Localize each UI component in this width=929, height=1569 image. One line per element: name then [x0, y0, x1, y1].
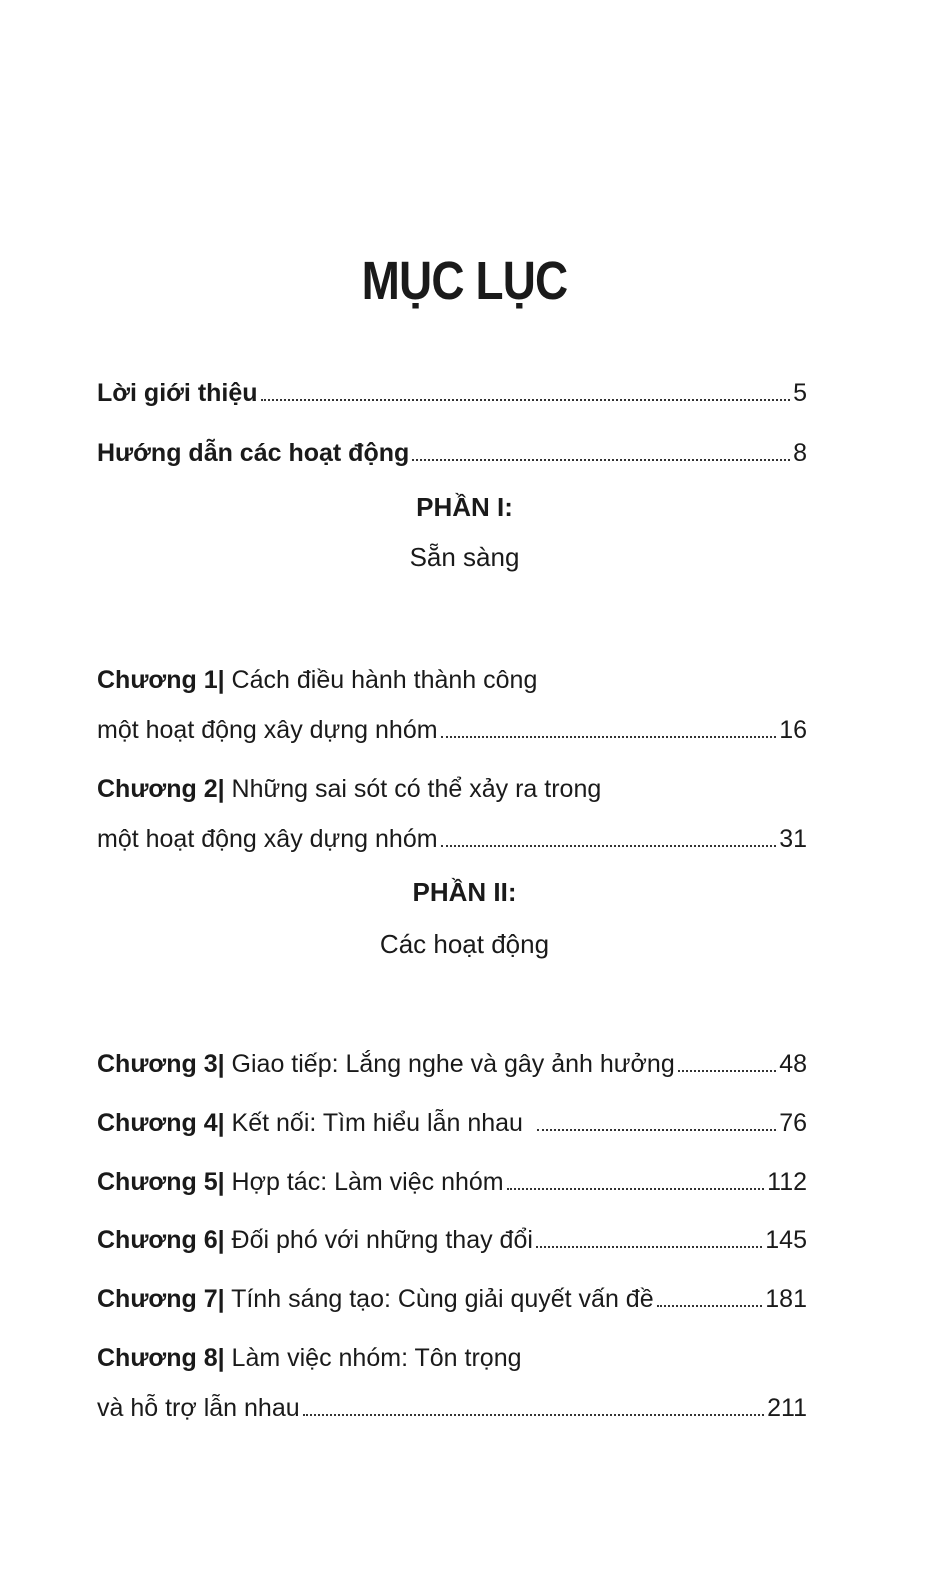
dot-leader [678, 1070, 776, 1072]
part-heading: PHẦN I: [416, 492, 513, 522]
dot-leader [441, 736, 777, 738]
chapter-prefix: Chương 8| [97, 1344, 225, 1372]
dot-leader [507, 1188, 765, 1190]
toc-entry-activity-guide[interactable] [97, 432, 807, 468]
chapter-title: Đối phó với những thay đổi [231, 1226, 533, 1254]
page-number: 112 [767, 1168, 807, 1196]
page-number: 76 [779, 1109, 807, 1137]
toc-entry-chapter-2-cont[interactable] [97, 818, 807, 854]
page-number: 16 [779, 716, 807, 744]
chapter-prefix: Chương 2| [97, 775, 225, 803]
chapter-title: Tính sáng tạo: Cùng giải quyết vấn đề [231, 1285, 654, 1313]
chapter-prefix: Chương 1| [97, 666, 225, 694]
dot-leader [303, 1414, 765, 1416]
chapter-title: Những sai sót có thể xảy ra trong [231, 775, 602, 803]
toc-entry-chapter-6[interactable] [97, 1219, 807, 1255]
page-number: 145 [765, 1226, 807, 1254]
toc-entry-chapter-1[interactable] [97, 659, 807, 695]
toc-entry-chapter-2[interactable] [97, 768, 807, 804]
chapter-title-cont: một hoạt động xây dựng nhóm [97, 716, 438, 744]
page-number: 5 [793, 379, 807, 407]
part-subtitle: Các hoạt động [379, 929, 550, 959]
chapter-title: Hợp tác: Làm việc nhóm [231, 1168, 504, 1196]
chapter-prefix: Chương 5| [97, 1168, 225, 1196]
part-heading: PHẦN II: [412, 877, 517, 907]
entry-label: Hướng dẫn các hoạt động [97, 439, 410, 467]
toc-entry-introduction[interactable] [97, 372, 807, 408]
page-number: 181 [765, 1285, 807, 1313]
chapter-title-cont: và hỗ trợ lẫn nhau [97, 1394, 300, 1422]
chapter-prefix: Chương 3| [97, 1050, 225, 1078]
page-number: 31 [779, 825, 807, 853]
dot-leader [657, 1305, 763, 1307]
chapter-title-cont: một hoạt động xây dựng nhóm [97, 825, 438, 853]
chapter-title: Làm việc nhóm: Tôn trọng [231, 1344, 522, 1372]
dot-leader [261, 399, 791, 401]
page-number: 48 [779, 1050, 807, 1078]
chapter-title: Giao tiếp: Lắng nghe và gây ảnh hưởng [231, 1050, 675, 1078]
chapter-prefix: Chương 4| [97, 1109, 225, 1137]
chapter-title: Kết nối: Tìm hiểu lẫn nhau [231, 1109, 523, 1137]
toc-entry-chapter-7[interactable] [97, 1278, 807, 1314]
toc-entry-chapter-5[interactable] [97, 1161, 807, 1197]
part-subtitle: Sẵn sàng [409, 542, 520, 572]
entry-label: Lời giới thiệu [97, 379, 258, 407]
chapter-title: Cách điều hành thành công [231, 666, 538, 694]
dot-leader [537, 1129, 776, 1131]
dot-leader [536, 1246, 762, 1248]
dot-leader [441, 845, 777, 847]
toc-entry-chapter-8[interactable] [97, 1337, 807, 1373]
chapter-prefix: Chương 6| [97, 1226, 225, 1254]
chapter-prefix: Chương 7| [97, 1285, 225, 1313]
dot-leader [412, 459, 790, 461]
page-title: MỤC LỤC [361, 251, 568, 311]
page-number: 8 [793, 439, 807, 467]
toc-entry-chapter-1-cont[interactable] [97, 709, 807, 745]
toc-entry-chapter-3[interactable] [97, 1043, 807, 1079]
toc-entry-chapter-8-cont[interactable] [97, 1387, 807, 1423]
page-number: 211 [767, 1394, 807, 1422]
toc-entry-chapter-4[interactable] [97, 1102, 807, 1138]
